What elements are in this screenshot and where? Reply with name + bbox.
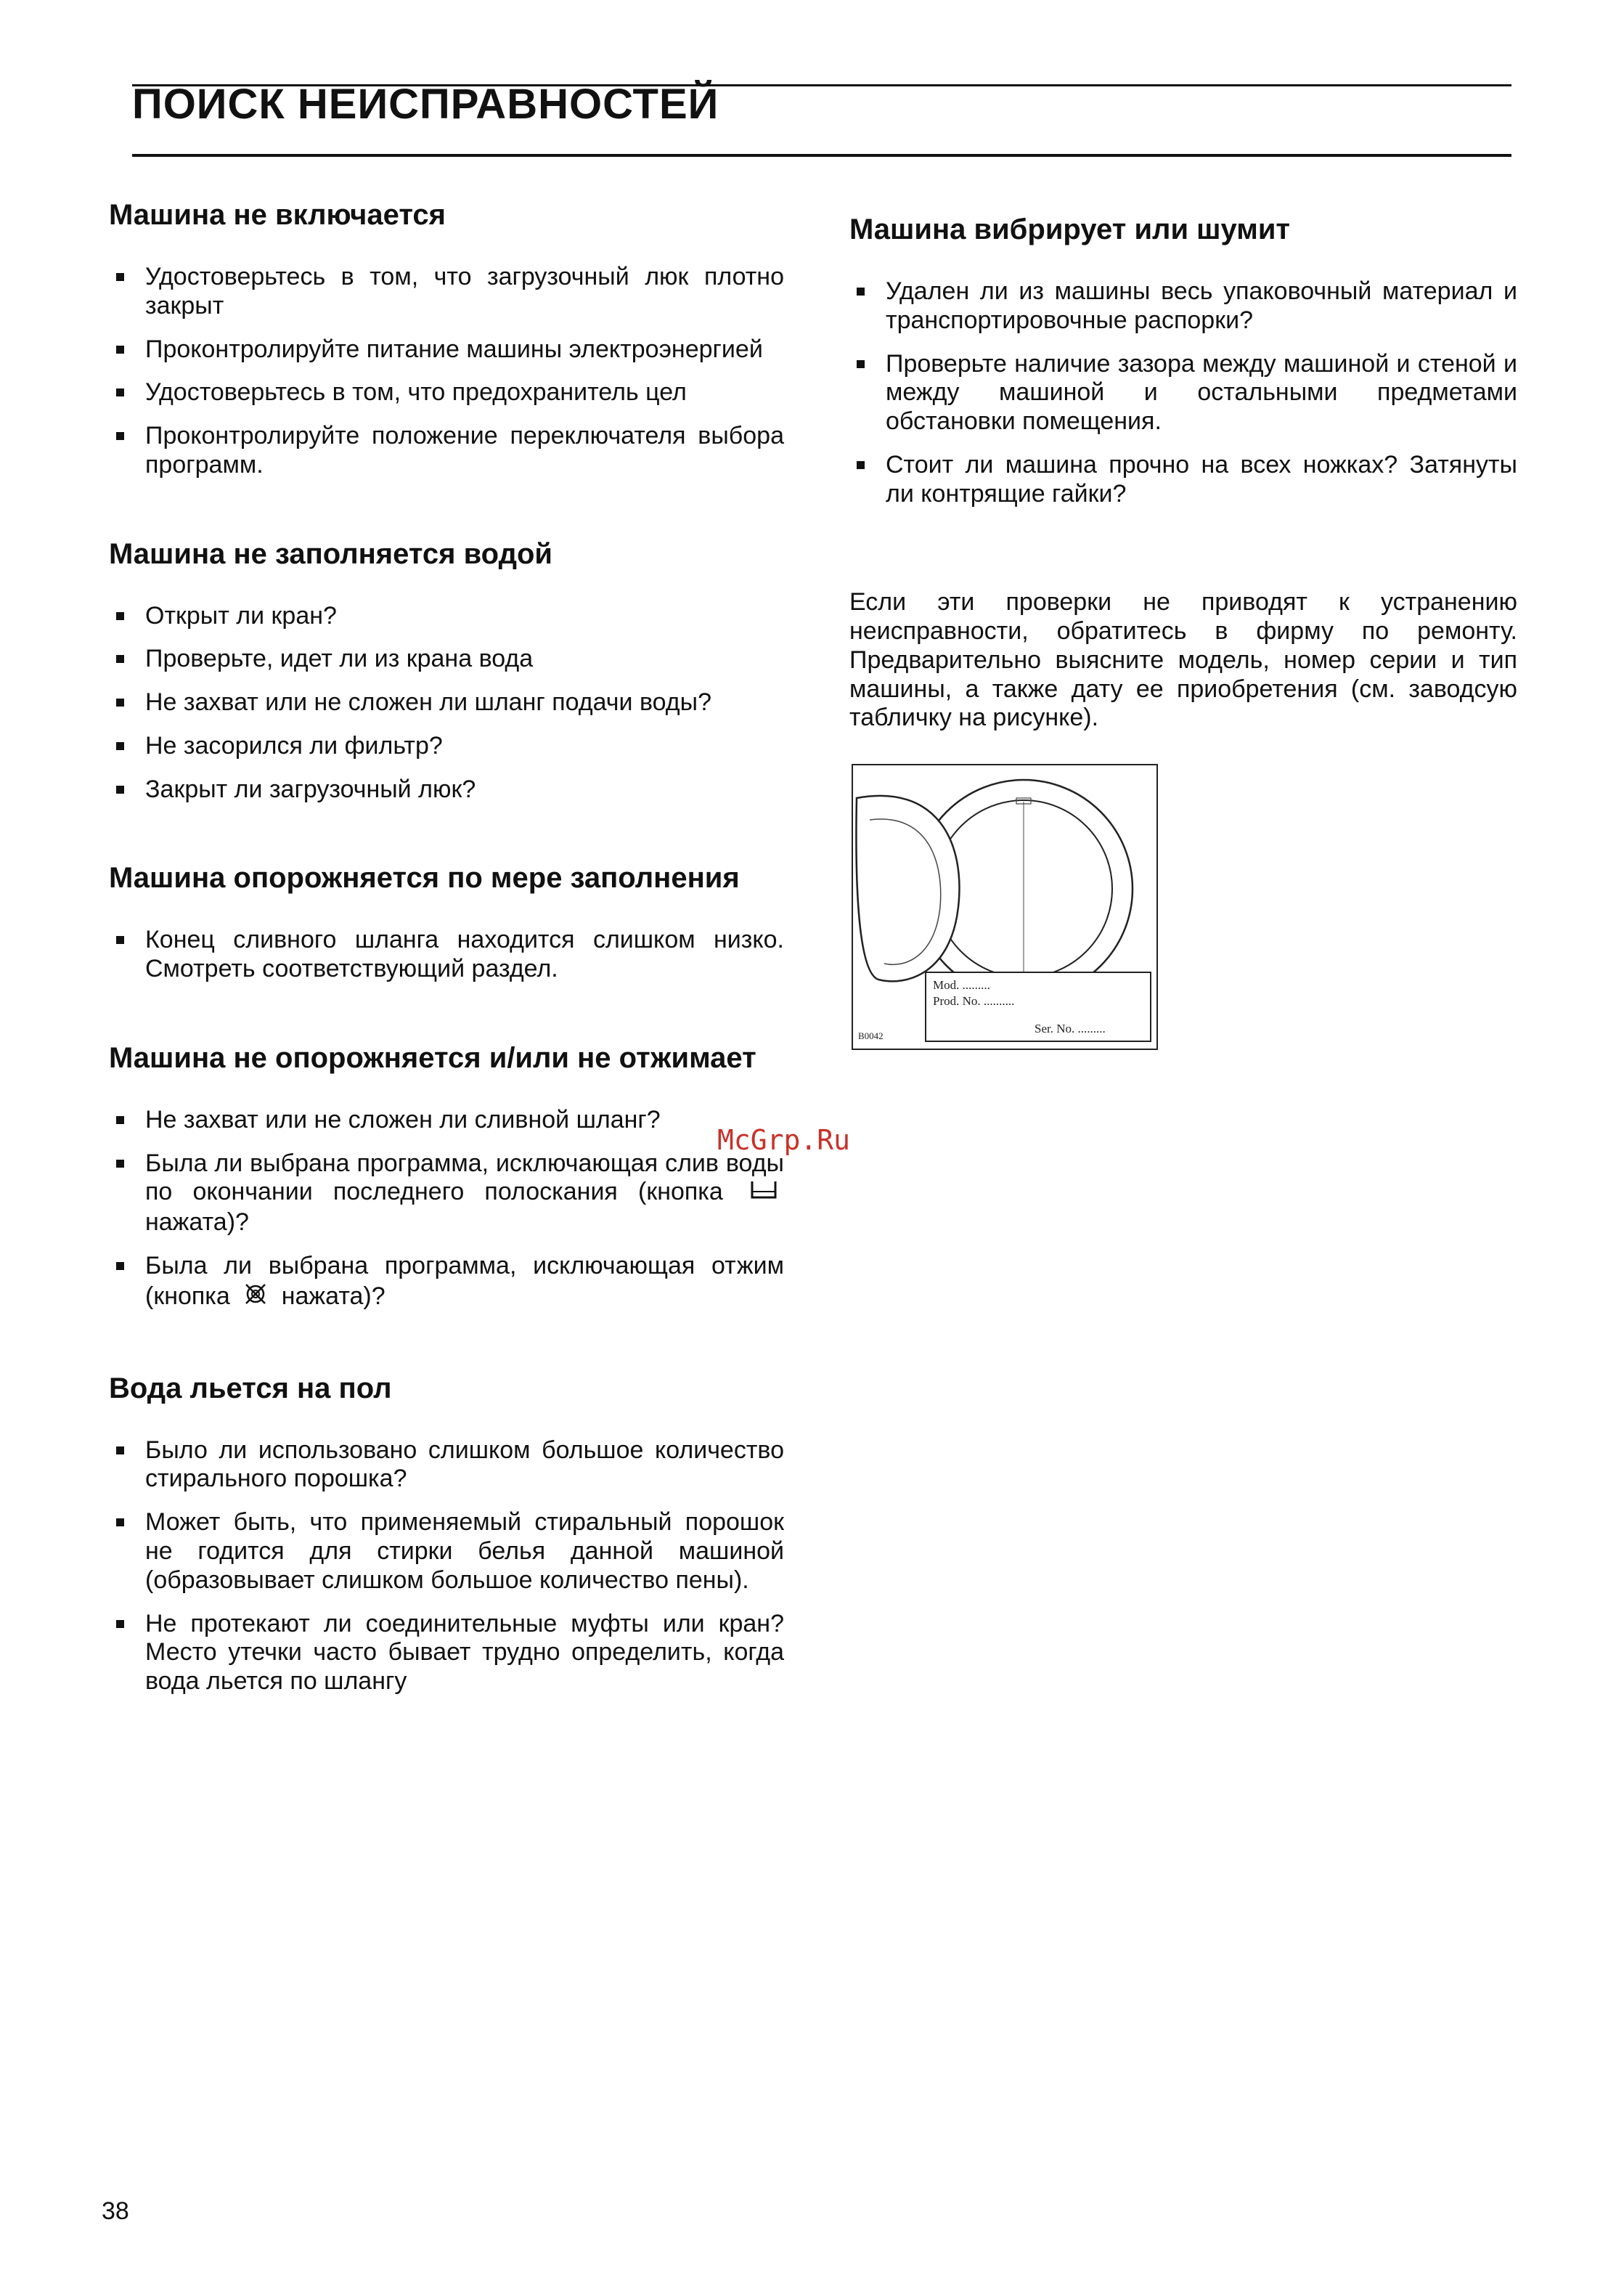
- list-item: Удостоверьтесь в том, что загрузочный люк плотно закрыт: [109, 263, 784, 321]
- checklist: [109, 926, 784, 984]
- checklist: [849, 277, 1517, 508]
- list-item: Проконтролируйте питание машины электроэнергией: [109, 335, 784, 365]
- list-item: Может быть, что применяемый стиральный порошок не годится для стирки белья данной машиной (образовывает слишком большое количество пены).: [109, 1508, 784, 1595]
- plate-serial-label: Ser. No. .........: [1035, 1022, 1106, 1036]
- plate-prod-label: Prod. No. ..........: [933, 994, 1015, 1009]
- list-item: Проверьте наличие зазора между машиной и стеной и между машиной и остальными предметами обстановки помещения.: [849, 350, 1517, 436]
- washer-door-drawing: [849, 762, 1162, 1052]
- list-item: Конец сливного шланга находится слишком низко. Смотреть соответствующий раздел.: [109, 926, 784, 984]
- plate-model-label: Mod. .........: [933, 978, 990, 993]
- list-item: Не захват или не сложен ли сливной шланг?: [109, 1106, 784, 1135]
- left-column: [109, 196, 784, 1751]
- list-item: Стоит ли машина прочно на всех ножках? Затянуты ли контрящие гайки?: [849, 451, 1517, 509]
- section-heading: Машина не заполняется водой: [109, 537, 552, 570]
- section-machine-not-on: [109, 196, 784, 480]
- item-text: Была ли выбрана программа, исключающая отжим (кнопка: [145, 1252, 784, 1310]
- section-no-drain-no-spin: [109, 1039, 784, 1314]
- list-item: Удален ли из машины весь упаковочный материал и транспортировочные распорки?: [849, 277, 1517, 335]
- page-title: ПОИСК НЕИСПРАВНОСТЕЙ: [132, 81, 719, 128]
- right-column: [849, 211, 1517, 1052]
- checklist: [109, 602, 784, 805]
- list-item: [109, 1252, 784, 1314]
- list-item: Закрыт ли загрузочный люк?: [109, 776, 784, 805]
- section-vibration-noise: [849, 211, 1517, 508]
- list-item: Не протекают ли соединительные муфты или кран? Место утечки часто бывает трудно определить, когда вода льется по шлангу: [109, 1610, 784, 1696]
- rinse-hold-icon: [749, 1179, 778, 1209]
- checklist: [109, 1436, 784, 1696]
- list-item: Проконтролируйте положение переключателя выбора программ.: [109, 422, 784, 480]
- list-item: Не захват или не сложен ли шланг подачи воды?: [109, 688, 784, 717]
- no-spin-icon: [242, 1281, 269, 1314]
- watermark: McGrp.Ru: [717, 1124, 851, 1156]
- section-no-water-fill: [109, 535, 784, 805]
- item-text: Была ли выбрана программа, исключающая слив воды по окончании последнего полоскания (кнопка: [145, 1149, 784, 1206]
- section-drains-while-filling: [109, 859, 784, 984]
- section-heading: Машина вибрирует или шумит: [849, 213, 1290, 245]
- service-advice-paragraph: Если эти проверки не приводят к устранению неисправности, обратитесь в фирму по ремонту. Предварительно выясните модель, номер серии и тип машины, а также дату ее приобретения (см. заводсую табличку на рисунке).: [849, 588, 1517, 732]
- item-text: нажата)?: [281, 1282, 385, 1310]
- checklist: [109, 1106, 784, 1314]
- list-item: Было ли использовано слишком большое количество стирального порошка?: [109, 1436, 784, 1494]
- section-heading: Вода льется на пол: [109, 1372, 392, 1404]
- list-item: [109, 1149, 784, 1237]
- list-item: Проверьте, идет ли из крана вода: [109, 645, 784, 674]
- section-heading: Машина опорожняется по мере заполнения: [109, 862, 740, 895]
- page-number: 38: [102, 2197, 129, 2225]
- list-item: Не засорился ли фильтр?: [109, 732, 784, 761]
- section-water-on-floor: [109, 1370, 784, 1696]
- list-item: Удостоверьтесь в том, что предохранитель цел: [109, 378, 784, 407]
- item-text: нажата)?: [145, 1208, 249, 1237]
- section-heading: Машина не опорожняется и/или не отжимает: [109, 1041, 756, 1074]
- title-underline: [132, 154, 1511, 157]
- list-item: Открыт ли кран?: [109, 602, 784, 631]
- section-heading: Машина не включается: [109, 199, 446, 231]
- figure-code: B0042: [858, 1030, 884, 1042]
- checklist: [109, 263, 784, 480]
- rating-plate-figure: [849, 762, 1162, 1052]
